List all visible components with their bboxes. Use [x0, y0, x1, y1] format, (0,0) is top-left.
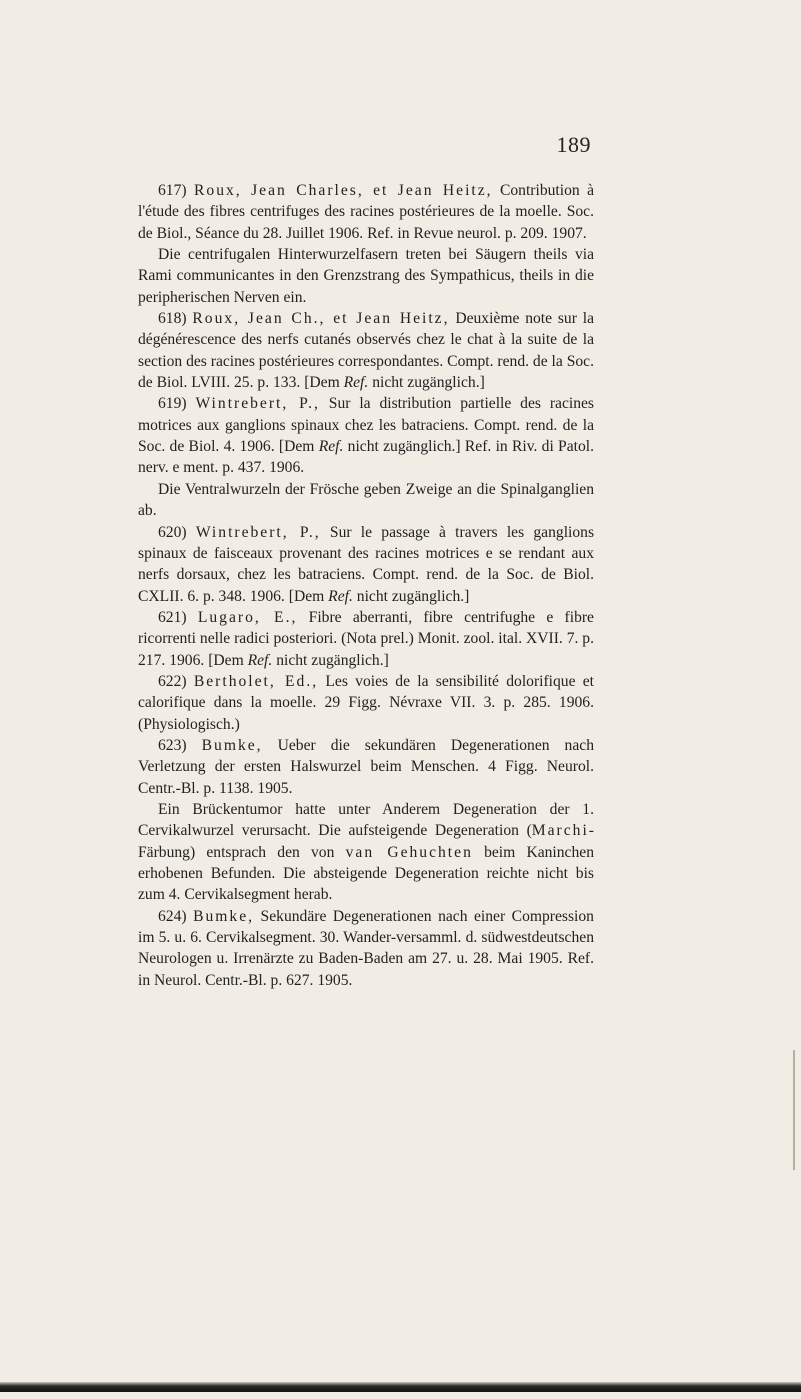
summary-part: beim Kaninchen erhobenen Befunden. Die absteigende Degeneration reichte nicht bis zum 4. Cervikalsegment herab.	[138, 843, 594, 904]
entry-624	[138, 906, 594, 991]
entry-number: 622)	[158, 672, 187, 690]
entry-623	[138, 735, 594, 799]
entry-number: 621)	[158, 608, 187, 626]
entry-author: Bertholet, Ed.,	[193, 672, 319, 690]
entry-author: Bumke,	[193, 907, 255, 925]
ref-word: Ref.	[328, 587, 353, 605]
entry-citation: Contribution à l'étude des fibres centrifuges des racines postérieures de la moelle. Soc. de Biol., Séance du 28. Juillet 1906. Ref. in Revue neurol. p. 209. 1907.	[138, 182, 594, 242]
summary-part: Ein Brückentumor hatte unter Anderem Degeneration der 1. Cervikalwurzel verursacht. Die aufsteigende Degeneration (	[138, 800, 594, 840]
summary-person-van-gehuchten: van Gehuchten	[345, 843, 473, 861]
entry-623-summary	[138, 799, 594, 906]
entry-number: 619)	[158, 395, 187, 413]
entry-citation: Sekundäre Degenerationen nach einer Compression im 5. u. 6. Cervikalsegment. 30. Wander-versamml. d. südwestdeutschen Neurologen u. Irrenärzte zu Baden-Baden am 27. u. 28. Mai 1905. Ref. in Neurol. Centr.-Bl. p. 627. 1905.	[138, 907, 594, 989]
ref-open: [Dem	[304, 374, 340, 392]
ref-close: nicht zugänglich.] Ref. in Riv. di Patol. nerv. e ment. p. 437. 1906.	[138, 438, 595, 477]
entry-number: 623)	[158, 736, 187, 754]
entry-citation: Fibre aberranti, fibre centrifughe e fibre ricorrenti nelle radici posteriori. (Nota prel.) Monit. zool. ital. XVII. 7. p. 217. 1906.	[138, 608, 594, 669]
entry-citation: Ueber die sekundären Degenerationen nach Verletzung der ersten Halswurzel beim Menschen. 4 Figg. Neurol. Centr.-Bl. p. 1138. 1905.	[138, 736, 594, 797]
summary-part: -Färbung) entsprach den von	[138, 822, 594, 861]
entry-number: 620)	[158, 523, 187, 541]
ref-word: Ref.	[343, 374, 369, 392]
entry-622	[138, 671, 594, 735]
entry-619-summary: Die Ventralwurzeln der Frösche geben Zweige an die Spinalganglien ab.	[138, 480, 594, 520]
entry-620	[138, 522, 594, 607]
page-edge-mark	[793, 1050, 795, 1170]
entry-number: 617)	[158, 182, 187, 199]
entry-citation: Deuxième note sur la dégénérescence des nerfs cutanés observés chez le chat à la suite de la section des racines postérieures correspondantes. Compt. rend. de la Soc. de Biol. LVIII. 25. p. 133.	[138, 310, 594, 392]
ref-close: nicht zugänglich.]	[276, 651, 389, 669]
entry-author: Lugaro, E.,	[197, 608, 298, 626]
entry-617-summary: Die centrifugalen Hinterwurzelfasern treten bei Säugern theils via Rami communicantes in den Grenzstrang des Sympathicus, theils in die peripherischen Nerven ein.	[138, 246, 594, 306]
entry-author: Roux, Jean Charles, et Jean Heitz,	[194, 182, 493, 199]
entry-author: Wintrebert, P.,	[195, 523, 321, 541]
page-bottom-edge	[0, 1382, 801, 1392]
entry-618	[138, 308, 594, 393]
entry-author: Wintrebert, P.,	[195, 395, 320, 413]
summary-person-marchi: Marchi	[531, 822, 589, 840]
entry-619	[138, 393, 594, 478]
ref-open: [Dem	[288, 587, 325, 605]
ref-close: nicht zugänglich.]	[372, 374, 485, 392]
ref-word: Ref.	[247, 651, 273, 669]
entry-author: Roux, Jean Ch., et Jean Heitz,	[192, 310, 450, 328]
ref-word: Ref.	[318, 438, 344, 456]
entry-617	[138, 180, 594, 244]
entry-621	[138, 607, 594, 671]
ref-close: nicht zugänglich.]	[356, 587, 470, 605]
ref-open: [Dem	[278, 438, 315, 456]
entry-number: 618)	[158, 310, 187, 328]
entry-author: Bumke,	[201, 736, 263, 754]
entry-citation: Sur la distribution partielle des racines motrices aux ganglions spinaux chez les batraciens. Compt. rend. de la Soc. de Biol. 4. 1906.	[138, 395, 594, 456]
ref-open: [Dem	[208, 651, 244, 669]
entry-citation: Sur le passage à travers les ganglions spinaux de faisceaux provenant des racines motrices e se rendant aux nerfs dorsaux, chez les batraciens. Compt. rend. de la Soc. de Biol. CXLII. 6. p. 348. 1906.	[138, 523, 595, 605]
entry-citation: Les voies de la sensibilité dolorifique et calorifique dans la moelle. 29 Figg. Névraxe VII. 3. p. 285. 1906. (Physiologisch.)	[138, 672, 595, 733]
entry-number: 624)	[158, 907, 187, 925]
page-number: 189	[556, 132, 591, 157]
bibliography-list	[138, 180, 594, 991]
